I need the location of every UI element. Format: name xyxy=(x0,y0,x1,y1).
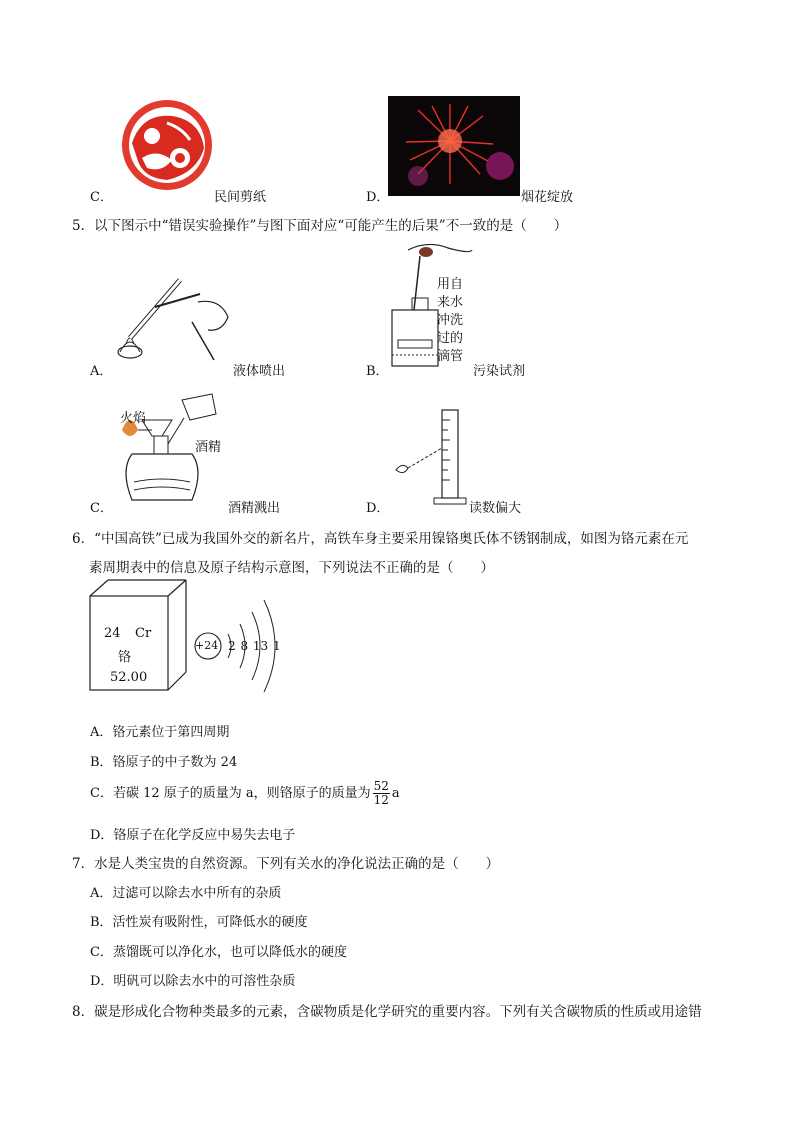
label-line: 来水 xyxy=(437,295,464,310)
alcohol-label: 酒精 xyxy=(195,440,222,455)
option-text-suffix: a xyxy=(391,786,400,801)
option-letter: C． xyxy=(90,190,113,205)
option-letter: A． xyxy=(90,364,113,379)
option-letter: B． xyxy=(366,364,389,379)
q6-option-c xyxy=(90,780,400,807)
label-line: 冲洗 xyxy=(437,313,464,328)
shell-electrons: 2 8 13 1 xyxy=(228,639,281,653)
option-caption: 污染试剂 xyxy=(473,364,526,379)
fraction xyxy=(373,780,390,807)
dropper-label xyxy=(437,276,463,366)
label-line: 过的 xyxy=(437,331,464,346)
fraction-denominator: 12 xyxy=(373,793,389,807)
graduated-cylinder-illustration xyxy=(392,410,482,510)
option-caption: 烟花绽放 xyxy=(521,190,574,205)
q8-stem: 8．碳是形成化合物种类最多的元素，含碳物质是化学研究的重要内容。下列有关含碳物质的性质或用途错 xyxy=(72,1004,702,1020)
option-caption: 读数偏大 xyxy=(469,501,522,516)
element-name: 铬 xyxy=(118,650,132,665)
q7-option-c: C．蒸馏既可以净化水，也可以降低水的硬度 xyxy=(90,945,347,960)
q6-stem-line2: 素周期表中的信息及原子结构示意图，下列说法不正确的是（ ） xyxy=(89,560,494,576)
q6-stem-line1: 6．“中国高铁”已成为我国外交的新名片，高铁车身主要采用镍铬奥氏体不锈钢制成，如图为铬元素在元 xyxy=(72,531,689,547)
element-symbol: Cr xyxy=(135,626,152,641)
paper-cut-image xyxy=(112,98,222,193)
q7-stem: 7．水是人类宝贵的自然资源。下列有关水的净化说法正确的是（ ） xyxy=(72,856,500,872)
option-caption: 酒精溅出 xyxy=(228,501,281,516)
nucleus-charge: +24 xyxy=(195,639,219,652)
option-letter: D． xyxy=(366,501,390,516)
label-line: 用自 xyxy=(437,277,464,292)
atomic-number: 24 xyxy=(104,626,121,641)
atomic-mass: 52.00 xyxy=(110,670,148,685)
q6-option-a: A．铬元素位于第四周期 xyxy=(90,725,230,740)
q6-option-b: B．铬原子的中子数为 24 xyxy=(90,755,238,770)
fireworks-image xyxy=(388,96,520,196)
option-letter: C． xyxy=(90,501,113,516)
option-caption: 民间剪纸 xyxy=(214,190,267,205)
label-line: 滴管 xyxy=(437,349,464,364)
q6-option-d: D．铬原子在化学反应中易失去电子 xyxy=(90,828,296,843)
fraction-numerator: 52 xyxy=(373,779,389,793)
q7-option-b: B．活性炭有吸附性，可降低水的硬度 xyxy=(90,915,308,930)
q7-option-a: A．过滤可以除去水中所有的杂质 xyxy=(90,886,282,901)
option-text: C．若碳 12 原子的质量为 a，则铬原子的质量为 xyxy=(90,786,371,801)
q7-option-d: D．明矾可以除去水中的可溶性杂质 xyxy=(90,974,296,989)
dropper-bottle-illustration xyxy=(388,240,478,370)
q5-stem: 5．以下图示中“错误实验操作”与图下面对应“可能产生的后果”不一致的是（ ） xyxy=(72,218,568,234)
test-tube-heating-illustration xyxy=(110,262,240,372)
option-letter: D． xyxy=(366,190,390,205)
flame-label: 火焰 xyxy=(120,411,147,426)
option-caption: 液体喷出 xyxy=(233,364,286,379)
